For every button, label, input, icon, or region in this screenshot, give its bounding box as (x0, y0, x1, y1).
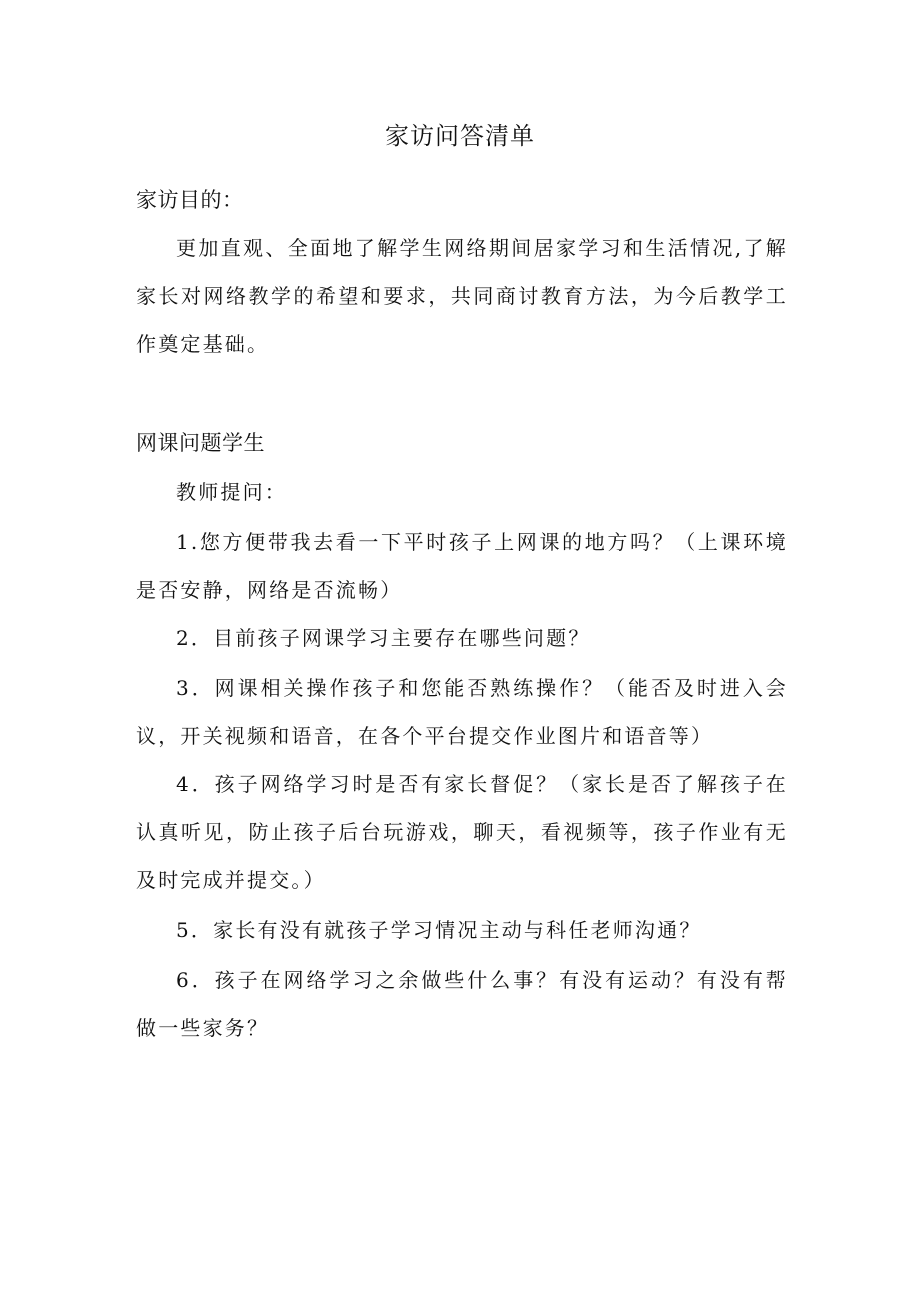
purpose-heading: 家访目的： (136, 188, 244, 212)
document-title: 家访问答清单 (385, 122, 535, 150)
purpose-paragraph: 更加直观、全面地了解学生网络期间居家学习和生活情况,了解家长对网络教学的希望和要求，共同商讨教育方法，为今后教学工作奠定基础。 (136, 236, 788, 356)
teacher-question-intro: 教师提问： (176, 480, 287, 504)
question-item-5: 5．家长有没有就孩子学习情况主动与科任老师沟通？ (176, 918, 702, 942)
question-item-6: 6．孩子在网络学习之余做些什么事？有没有运动？有没有帮做一些家务？ (136, 968, 788, 1040)
question-item-4: 4．孩子网络学习时是否有家长督促？（家长是否了解孩子在认真听见，防止孩子后台玩游戏，聊天，看视频等，孩子作业有无及时完成并提交。） (136, 772, 788, 892)
section-heading-online-class: 网课问题学生 (136, 431, 265, 455)
question-item-2: 2．目前孩子网课学习主要存在哪些问题？ (176, 626, 591, 650)
question-item-3: 3．网课相关操作孩子和您能否熟练操作？（能否及时进入会议，开关视频和语音，在各个平台提交作业图片和语音等） (136, 676, 788, 748)
question-item-1: 1.您方便带我去看一下平时孩子上网课的地方吗？（上课环境是否安静，网络是否流畅） (136, 530, 788, 602)
